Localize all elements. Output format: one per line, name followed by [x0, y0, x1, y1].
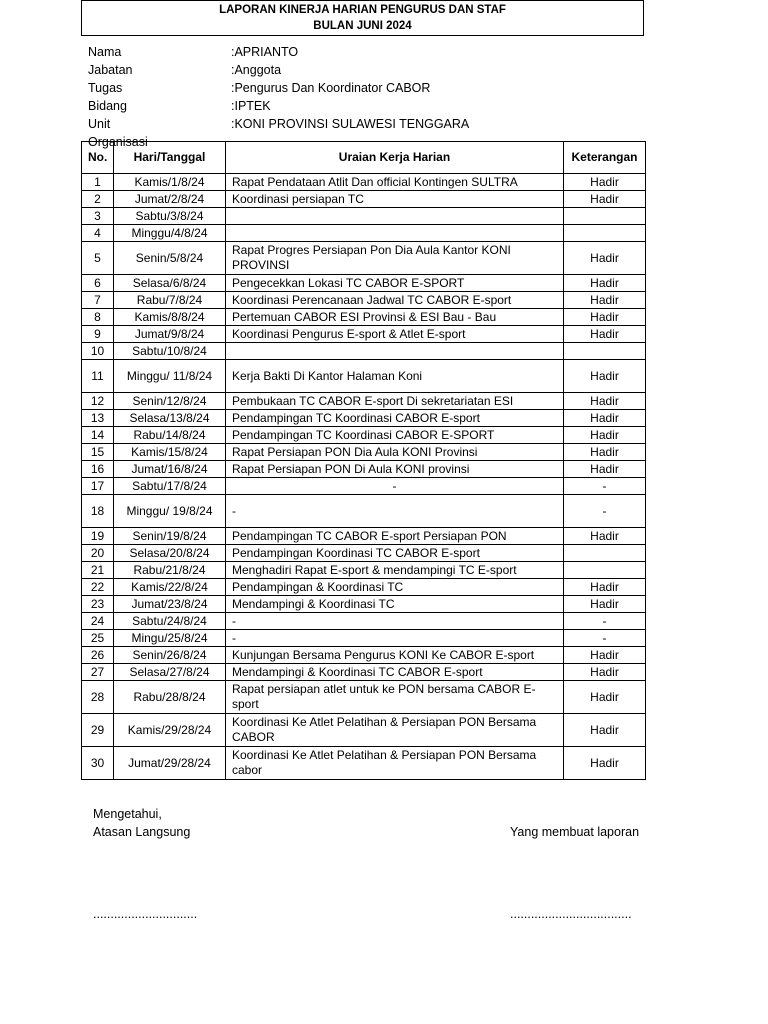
cell-description: Pendampingan TC Koordinasi CABOR E-sport	[226, 410, 564, 427]
cell-no: 29	[82, 714, 114, 747]
cell-date: Jumat/9/8/24	[114, 326, 226, 343]
info-value: :KONI PROVINSI SULAWESI TENGGARA	[231, 117, 470, 131]
table-row	[82, 545, 646, 562]
reporter-signature-line: ...................................	[510, 907, 632, 921]
daily-report-table	[81, 141, 646, 780]
cell-remarks	[564, 545, 646, 562]
cell-remarks: Hadir	[564, 714, 646, 747]
cell-date: Rabu/14/8/24	[114, 427, 226, 444]
cell-no: 11	[82, 360, 114, 393]
table-row	[82, 630, 646, 647]
cell-date: Minggu/4/8/24	[114, 225, 226, 242]
table-row	[82, 343, 646, 360]
cell-description: Pengecekkan Lokasi TC CABOR E-SPORT	[226, 275, 564, 292]
cell-remarks: Hadir	[564, 326, 646, 343]
cell-no: 12	[82, 393, 114, 410]
cell-no: 25	[82, 630, 114, 647]
cell-description: -	[226, 630, 564, 647]
cell-remarks: Hadir	[564, 596, 646, 613]
cell-no: 24	[82, 613, 114, 630]
table-body	[82, 174, 646, 780]
table-row	[82, 562, 646, 579]
info-value: :IPTEK	[231, 99, 271, 113]
cell-description: Koordinasi Ke Atlet Pelatihan & Persiapan PON Bersama CABOR	[226, 714, 564, 747]
cell-no: 23	[82, 596, 114, 613]
info-value: :APRIANTO	[231, 45, 299, 59]
table-row	[82, 360, 646, 393]
cell-no: 21	[82, 562, 114, 579]
cell-no: 3	[82, 208, 114, 225]
table-row	[82, 292, 646, 309]
supervisor-label: Atasan Langsung	[93, 825, 191, 839]
table-row	[82, 579, 646, 596]
cell-description	[226, 208, 564, 225]
table-row	[82, 427, 646, 444]
cell-date: Sabtu/17/8/24	[114, 478, 226, 495]
cell-remarks: Hadir	[564, 292, 646, 309]
table-row	[82, 208, 646, 225]
cell-date: Mingu/25/8/24	[114, 630, 226, 647]
table-row	[82, 478, 646, 495]
cell-description: Rapat persiapan atlet untuk ke PON bersama CABOR E-sport	[226, 681, 564, 714]
cell-description: -	[226, 613, 564, 630]
cell-description: Pendampingan TC Koordinasi CABOR E-SPORT	[226, 427, 564, 444]
cell-remarks: Hadir	[564, 309, 646, 326]
cell-no: 20	[82, 545, 114, 562]
header-no: No.	[82, 142, 114, 174]
cell-remarks: -	[564, 613, 646, 630]
cell-no: 5	[82, 242, 114, 275]
table-row	[82, 747, 646, 780]
table-row	[82, 393, 646, 410]
info-label: Bidang	[88, 99, 127, 113]
report-title: LAPORAN KINERJA HARIAN PENGURUS DAN STAF	[219, 4, 506, 16]
cell-remarks: Hadir	[564, 427, 646, 444]
cell-no: 19	[82, 528, 114, 545]
cell-no: 1	[82, 174, 114, 191]
cell-no: 8	[82, 309, 114, 326]
cell-date: Jumat/2/8/24	[114, 191, 226, 208]
cell-no: 9	[82, 326, 114, 343]
table-row	[82, 528, 646, 545]
cell-no: 7	[82, 292, 114, 309]
cell-remarks: Hadir	[564, 528, 646, 545]
cell-no: 15	[82, 444, 114, 461]
cell-description: Rapat Progres Persiapan Pon Dia Aula Kantor KONI PROVINSI	[226, 242, 564, 275]
cell-remarks: Hadir	[564, 681, 646, 714]
cell-no: 27	[82, 664, 114, 681]
cell-date: Kamis/22/8/24	[114, 579, 226, 596]
cell-no: 16	[82, 461, 114, 478]
table-row	[82, 681, 646, 714]
cell-date: Sabtu/3/8/24	[114, 208, 226, 225]
cell-description: Mendampingi & Koordinasi TC CABOR E-sport	[226, 664, 564, 681]
cell-date: Kamis/15/8/24	[114, 444, 226, 461]
cell-remarks: Hadir	[564, 579, 646, 596]
cell-remarks: Hadir	[564, 747, 646, 780]
cell-date: Senin/5/8/24	[114, 242, 226, 275]
cell-date: Selasa/27/8/24	[114, 664, 226, 681]
header-date: Hari/Tanggal	[114, 142, 226, 174]
cell-date: Sabtu/24/8/24	[114, 613, 226, 630]
cell-remarks: -	[564, 478, 646, 495]
cell-description: Koordinasi persiapan TC	[226, 191, 564, 208]
cell-description: Rapat Persiapan PON Dia Aula KONI Provinsi	[226, 444, 564, 461]
cell-description: Pendampingan & Koordinasi TC	[226, 579, 564, 596]
cell-date: Kamis/8/8/24	[114, 309, 226, 326]
cell-description: Kerja Bakti Di Kantor Halaman Koni	[226, 360, 564, 393]
cell-date: Sabtu/10/8/24	[114, 343, 226, 360]
cell-description: Pendampingan Koordinasi TC CABOR E-sport	[226, 545, 564, 562]
cell-description	[226, 225, 564, 242]
cell-no: 18	[82, 495, 114, 528]
table-row	[82, 461, 646, 478]
table-row	[82, 309, 646, 326]
cell-date: Kamis/1/8/24	[114, 174, 226, 191]
cell-no: 17	[82, 478, 114, 495]
cell-description: Pertemuan CABOR ESI Provinsi & ESI Bau - Bau	[226, 309, 564, 326]
cell-date: Jumat/23/8/24	[114, 596, 226, 613]
cell-remarks: Hadir	[564, 360, 646, 393]
table-row	[82, 275, 646, 292]
cell-no: 14	[82, 427, 114, 444]
cell-remarks: -	[564, 630, 646, 647]
cell-remarks: Hadir	[564, 275, 646, 292]
cell-no: 2	[82, 191, 114, 208]
table-row	[82, 664, 646, 681]
cell-remarks: Hadir	[564, 647, 646, 664]
header-remarks: Keterangan	[564, 142, 646, 174]
cell-remarks: Hadir	[564, 664, 646, 681]
info-label: Nama	[88, 45, 122, 59]
cell-date: Rabu/21/8/24	[114, 562, 226, 579]
table-row	[82, 326, 646, 343]
cell-description	[226, 343, 564, 360]
cell-remarks: Hadir	[564, 444, 646, 461]
cell-no: 28	[82, 681, 114, 714]
cell-description: Rapat Persiapan PON Di Aula KONI provinsi	[226, 461, 564, 478]
footer-left	[93, 805, 190, 841]
cell-remarks: -	[564, 495, 646, 528]
cell-description: Koordinasi Perencanaan Jadwal TC CABOR E-sport	[226, 292, 564, 309]
cell-remarks: Hadir	[564, 191, 646, 208]
cell-description: Menghadiri Rapat E-sport & mendampingi TC E-sport	[226, 562, 564, 579]
cell-remarks	[564, 208, 646, 225]
table-header-row	[82, 142, 646, 174]
cell-date: Kamis/29/28/24	[114, 714, 226, 747]
table-row	[82, 495, 646, 528]
cell-no: 30	[82, 747, 114, 780]
cell-date: Selasa/13/8/24	[114, 410, 226, 427]
cell-no: 10	[82, 343, 114, 360]
cell-date: Minggu/ 19/8/24	[114, 495, 226, 528]
info-label: Tugas	[88, 81, 123, 95]
cell-description: Pembukaan TC CABOR E-sport Di sekretariatan ESI	[226, 393, 564, 410]
cell-description: -	[226, 495, 564, 528]
cell-no: 13	[82, 410, 114, 427]
table-row	[82, 613, 646, 630]
cell-remarks: Hadir	[564, 461, 646, 478]
cell-date: Rabu/7/8/24	[114, 292, 226, 309]
cell-description: Kunjungan Bersama Pengurus KONI Ke CABOR E-sport	[226, 647, 564, 664]
acknowledged-label: Mengetahui,	[93, 807, 162, 821]
header-description: Uraian Kerja Harian	[226, 142, 564, 174]
cell-description: Pendampingan TC CABOR E-sport Persiapan PON	[226, 528, 564, 545]
cell-remarks	[564, 562, 646, 579]
cell-description: Koordinasi Ke Atlet Pelatihan & Persiapan PON Bersama cabor	[226, 747, 564, 780]
cell-no: 4	[82, 225, 114, 242]
cell-date: Jumat/29/28/24	[114, 747, 226, 780]
table-row	[82, 596, 646, 613]
supervisor-signature-line: ..............................	[93, 907, 198, 921]
table-row	[82, 647, 646, 664]
cell-remarks	[564, 225, 646, 242]
cell-remarks: Hadir	[564, 242, 646, 275]
cell-no: 26	[82, 647, 114, 664]
cell-date: Senin/19/8/24	[114, 528, 226, 545]
report-title-box	[81, 0, 644, 36]
table-row	[82, 225, 646, 242]
info-label: Unit Organisasi	[88, 117, 148, 149]
info-value: :Anggota	[231, 63, 282, 77]
cell-remarks: Hadir	[564, 174, 646, 191]
cell-date: Selasa/6/8/24	[114, 275, 226, 292]
cell-description: Rapat Pendataan Atlit Dan official Kontingen SULTRA	[226, 174, 564, 191]
cell-no: 6	[82, 275, 114, 292]
footer-right	[510, 823, 639, 841]
cell-date: Senin/12/8/24	[114, 393, 226, 410]
report-period: BULAN JUNI 2024	[313, 20, 412, 32]
table-row	[82, 174, 646, 191]
table-row	[82, 191, 646, 208]
cell-remarks	[564, 343, 646, 360]
cell-remarks: Hadir	[564, 393, 646, 410]
cell-description: Mendampingi & Koordinasi TC	[226, 596, 564, 613]
table-row	[82, 444, 646, 461]
cell-date: Selasa/20/8/24	[114, 545, 226, 562]
cell-remarks: Hadir	[564, 410, 646, 427]
cell-date: Jumat/16/8/24	[114, 461, 226, 478]
table-row	[82, 242, 646, 275]
cell-date: Senin/26/8/24	[114, 647, 226, 664]
cell-date: Rabu/28/8/24	[114, 681, 226, 714]
cell-description: -	[226, 478, 564, 495]
table-row	[82, 714, 646, 747]
info-label: Jabatan	[88, 63, 133, 77]
table-row	[82, 410, 646, 427]
cell-description: Koordinasi Pengurus E-sport & Atlet E-sport	[226, 326, 564, 343]
cell-no: 22	[82, 579, 114, 596]
reporter-label: Yang membuat laporan	[510, 825, 640, 839]
info-value: :Pengurus Dan Koordinator CABOR	[231, 81, 431, 95]
cell-date: Minggu/ 11/8/24	[114, 360, 226, 393]
